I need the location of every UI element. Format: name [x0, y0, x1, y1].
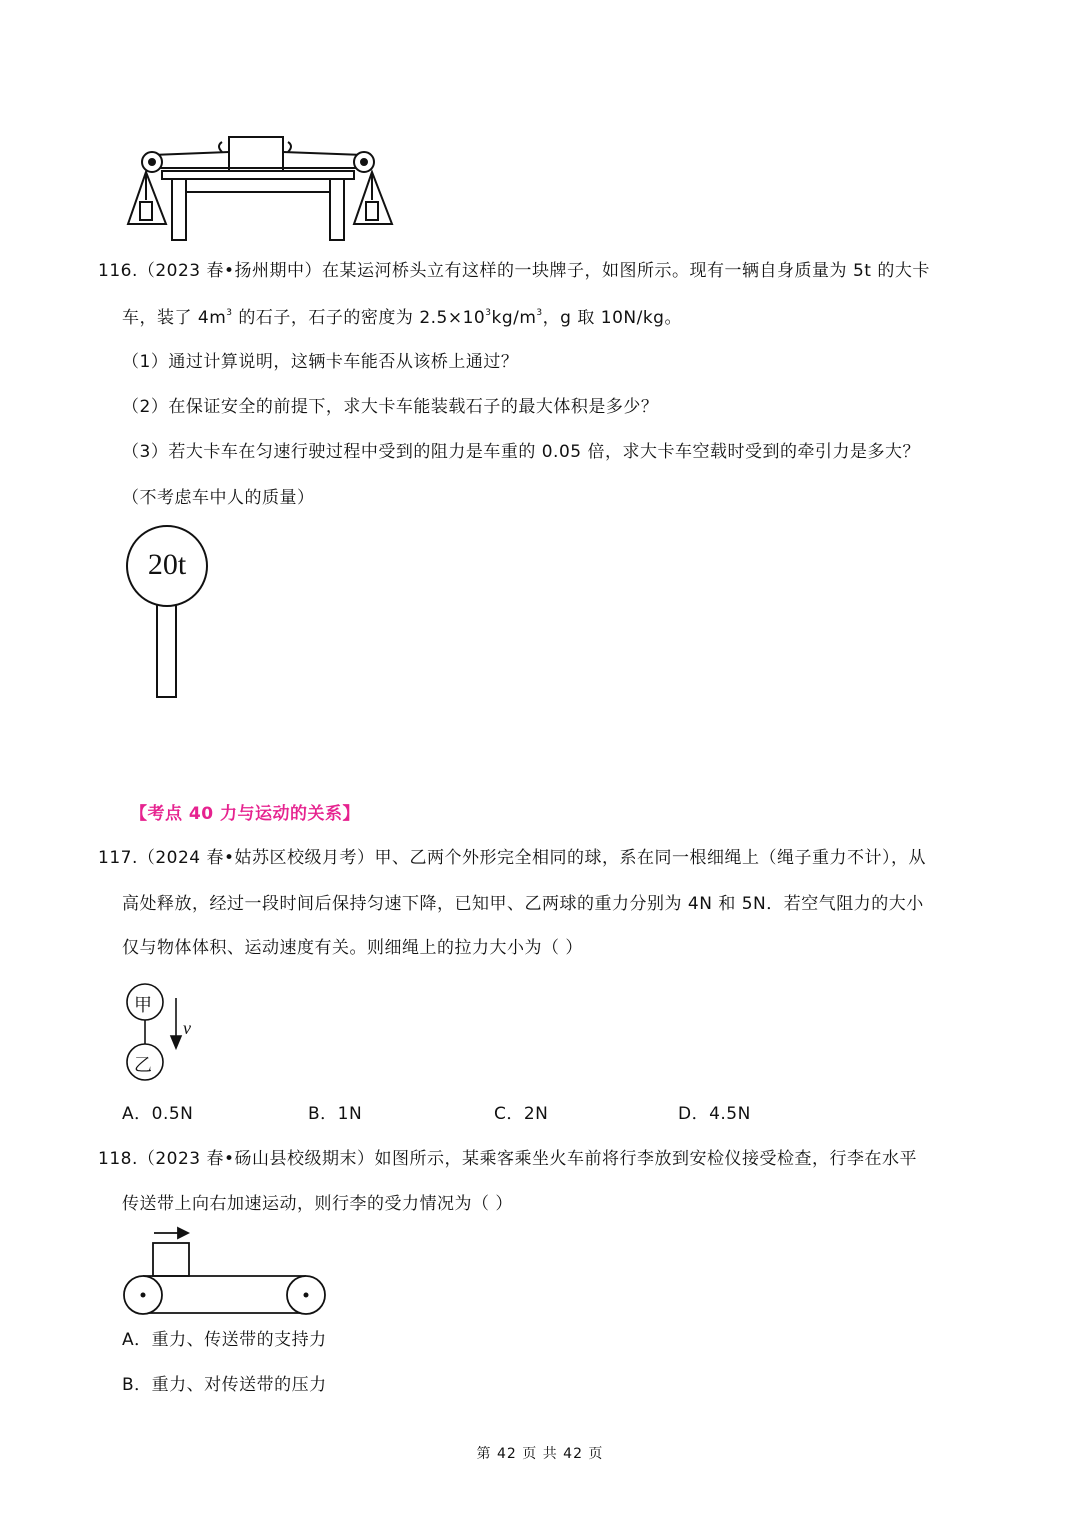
q116-sup: 3	[536, 308, 543, 318]
q116-stem-line1: 116.（2023 春•扬州期中）在某运河桥头立有这样的一块牌子，如图所示。现有一辆自身质量为 5t 的大卡	[98, 261, 930, 281]
q116-stem-line2	[122, 306, 682, 330]
q117-option-a[interactable]: A．0.5N	[122, 1104, 194, 1124]
q117-option-c[interactable]: C．2N	[494, 1104, 549, 1124]
q116-stem-part: kg/m	[491, 308, 537, 328]
pulley-table-figure	[0, 0, 1080, 260]
q116-sup: 3	[485, 308, 492, 318]
q116-sub1: （1）通过计算说明，这辆卡车能否从该桥上通过？	[122, 352, 519, 372]
q117-stem-line1: 117.（2024 春•姑苏区校级月考）甲、乙两个外形完全相同的球，系在同一根细绳上（绳子重力不计），从	[98, 848, 927, 868]
q118-stem-line2: 传送带上向右加速运动，则行李的受力情况为（ ）	[122, 1194, 513, 1214]
ball-top-label: 甲	[134, 995, 152, 1016]
conveyor-belt-figure	[118, 1222, 348, 1322]
q116-sup: 3	[226, 308, 233, 318]
two-balls-figure	[118, 980, 208, 1090]
q116-stem-part: 的石子，石子的密度为 2.5×10	[232, 308, 486, 328]
q118-stem-line1: 118.（2023 春•砀山县校级期末）如图所示，某乘客乘坐火车前将行李放到安检仪接受检查，行李在水平	[98, 1149, 918, 1169]
q117-stem-line3: 仅与物体体积、运动速度有关。则细绳上的拉力大小为（ ）	[122, 938, 583, 958]
sign-text: 20t	[147, 548, 187, 581]
q117-option-b[interactable]: B．1N	[308, 1104, 363, 1124]
q116-note: （不考虑车中人的质量）	[122, 488, 315, 508]
q116-stem-part: ，g 取 10N/kg。	[542, 308, 682, 328]
page-footer: 第 42 页 共 42 页	[476, 1446, 604, 1462]
section-heading: 【考点 40 力与运动的关系】	[130, 804, 360, 824]
q118-option-b[interactable]: B．重力、对传送带的压力	[122, 1375, 327, 1395]
q116-stem-part: 车，装了 4m	[122, 308, 227, 328]
q116-sub3: （3）若大卡车在匀速行驶过程中受到的阻力是车重的 0.05 倍，求大卡车空载时受到的牵引力是多大？	[122, 442, 920, 462]
q117-stem-line2: 高处释放，经过一段时间后保持匀速下降，已知甲、乙两球的重力分别为 4N 和 5N．若空气阻力的大小	[122, 894, 924, 914]
q118-option-a[interactable]: A．重力、传送带的支持力	[122, 1330, 327, 1350]
q116-sub2: （2）在保证安全的前提下，求大卡车能装载石子的最大体积是多少？	[122, 397, 659, 417]
q117-option-d[interactable]: D．4.5N	[678, 1104, 751, 1124]
ball-bottom-label: 乙	[134, 1055, 152, 1076]
velocity-label: v	[183, 1018, 191, 1038]
